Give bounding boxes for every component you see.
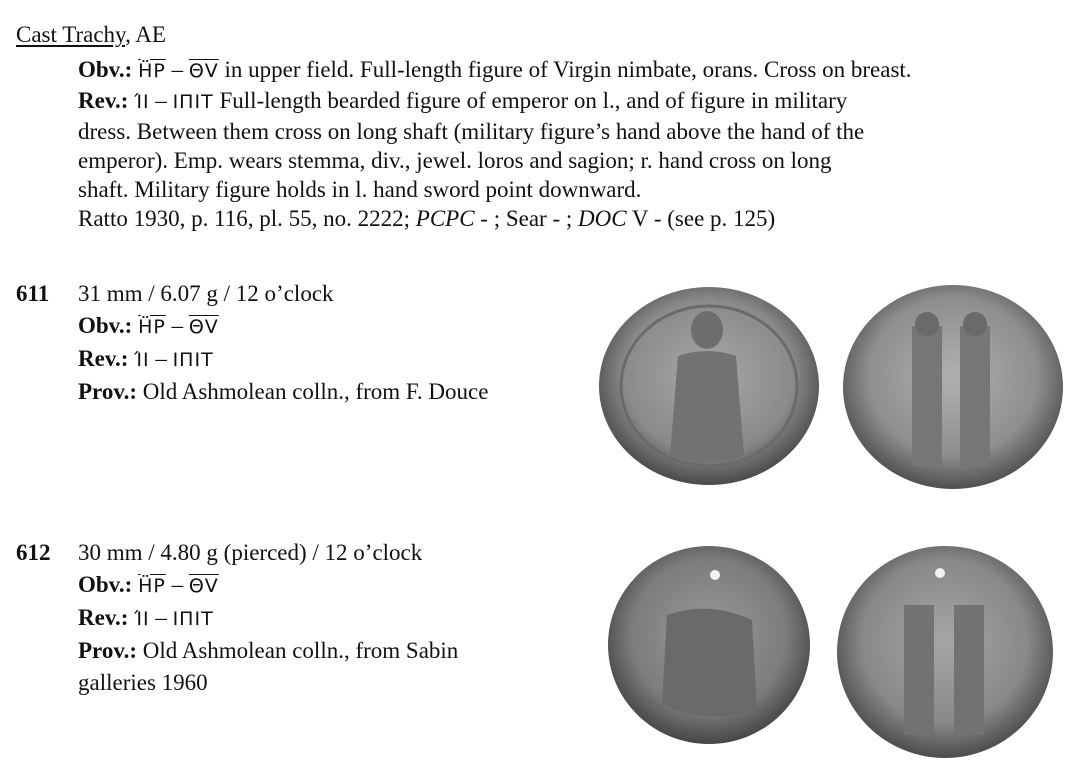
obv-legend-left: $\overline{ḦP}$ bbox=[138, 575, 166, 597]
rev-text-line: shaft. Military figure holds in l. hand sword point downward. bbox=[78, 177, 642, 202]
entry-provenance bbox=[78, 635, 458, 667]
ref-ratto: Ratto 1930, p. 116, pl. 55, no. 2222; bbox=[78, 206, 411, 231]
prov-text-cont: galleries 1960 bbox=[78, 670, 208, 695]
coin-611-obverse-image bbox=[598, 286, 820, 486]
legend-dash: – bbox=[155, 346, 167, 371]
references bbox=[78, 204, 1068, 233]
obv-label: Obv.: bbox=[78, 572, 133, 597]
rev-legend-right: ΙΠΙΤ bbox=[172, 349, 214, 371]
legend-dash: – bbox=[171, 313, 184, 338]
coin-612-reverse-image bbox=[836, 545, 1054, 759]
entry-obverse bbox=[78, 569, 458, 602]
obv-text: in upper field. Full-length figure of Virgin nimbate, orans. Cross on breast. bbox=[224, 57, 912, 82]
prov-text: Old Ashmolean colln., from Sabin bbox=[142, 638, 459, 663]
entry-reverse bbox=[78, 343, 488, 376]
ref-doc-vol: V - (see p. 125) bbox=[631, 206, 776, 231]
section-heading bbox=[16, 22, 166, 48]
ref-sear: - ; Sear - ; bbox=[480, 206, 573, 231]
entry-size: 31 mm / 6.07 g / 12 o’clock bbox=[78, 281, 334, 306]
prov-label: Prov.: bbox=[78, 638, 137, 663]
entry-reverse bbox=[78, 602, 458, 635]
obv-legend-right: $\overline{\Theta V}$ bbox=[188, 316, 219, 338]
heading-title: Cast Trachy bbox=[16, 22, 126, 47]
coin-disc bbox=[836, 545, 1054, 759]
rev-legend-right: ΙΠΙΤ bbox=[172, 91, 214, 113]
obv-legend-right: $\overline{\Theta V}$ bbox=[188, 60, 219, 82]
prov-text: Old Ashmolean colln., from F. Douce bbox=[142, 379, 489, 404]
entry-number: 612 bbox=[16, 540, 51, 565]
obv-legend-left: $\overline{ḦP}$ bbox=[138, 60, 166, 82]
entry-body bbox=[78, 278, 488, 408]
obverse-description bbox=[78, 55, 1068, 86]
type-description bbox=[78, 55, 1068, 233]
obv-label: Obv.: bbox=[78, 313, 133, 338]
rev-legend-left: ΊΙ bbox=[134, 349, 150, 371]
entry-number: 611 bbox=[16, 281, 50, 306]
legend-dash: – bbox=[171, 57, 184, 82]
rev-legend-right: ΙΠΙΤ bbox=[172, 608, 214, 630]
legend-dash: – bbox=[171, 572, 184, 597]
rev-label: Rev.: bbox=[78, 346, 129, 371]
legend-dash: – bbox=[155, 88, 167, 113]
coin-612-obverse-image bbox=[607, 545, 812, 745]
rev-text-line: emperor). Emp. wears stemma, div., jewel. loros and sagion; r. hand cross on long bbox=[78, 148, 832, 173]
coin-disc bbox=[607, 545, 812, 745]
rev-label: Rev.: bbox=[78, 605, 129, 630]
entry-provenance bbox=[78, 376, 488, 408]
rev-text-line: dress. Between them cross on long shaft (military figure’s hand above the hand of the bbox=[78, 119, 865, 144]
rev-text-line: Full-length bearded figure of emperor on l., and of figure in military bbox=[219, 88, 848, 113]
heading-suffix: , AE bbox=[125, 22, 166, 47]
ref-doc: DOC bbox=[578, 206, 627, 231]
ref-pcpc: PCPC bbox=[415, 206, 475, 231]
coin-disc bbox=[598, 286, 820, 486]
obv-label: Obv.: bbox=[78, 57, 133, 82]
rev-legend-left: ΊΙ bbox=[134, 91, 150, 113]
rev-label: Rev.: bbox=[78, 88, 129, 113]
coin-611-reverse-image bbox=[842, 284, 1064, 490]
entry-size: 30 mm / 4.80 g (pierced) / 12 o’clock bbox=[78, 540, 423, 565]
obv-legend-right: $\overline{\Theta V}$ bbox=[188, 575, 219, 597]
prov-label: Prov.: bbox=[78, 379, 137, 404]
rev-legend-left: ΊΙ bbox=[134, 608, 150, 630]
entry-body bbox=[78, 537, 458, 699]
legend-dash: – bbox=[155, 605, 167, 630]
entry-obverse bbox=[78, 310, 488, 343]
reverse-description bbox=[78, 86, 1068, 117]
coin-disc bbox=[842, 284, 1064, 490]
obv-legend-left: $\overline{ḦP}$ bbox=[138, 316, 166, 338]
